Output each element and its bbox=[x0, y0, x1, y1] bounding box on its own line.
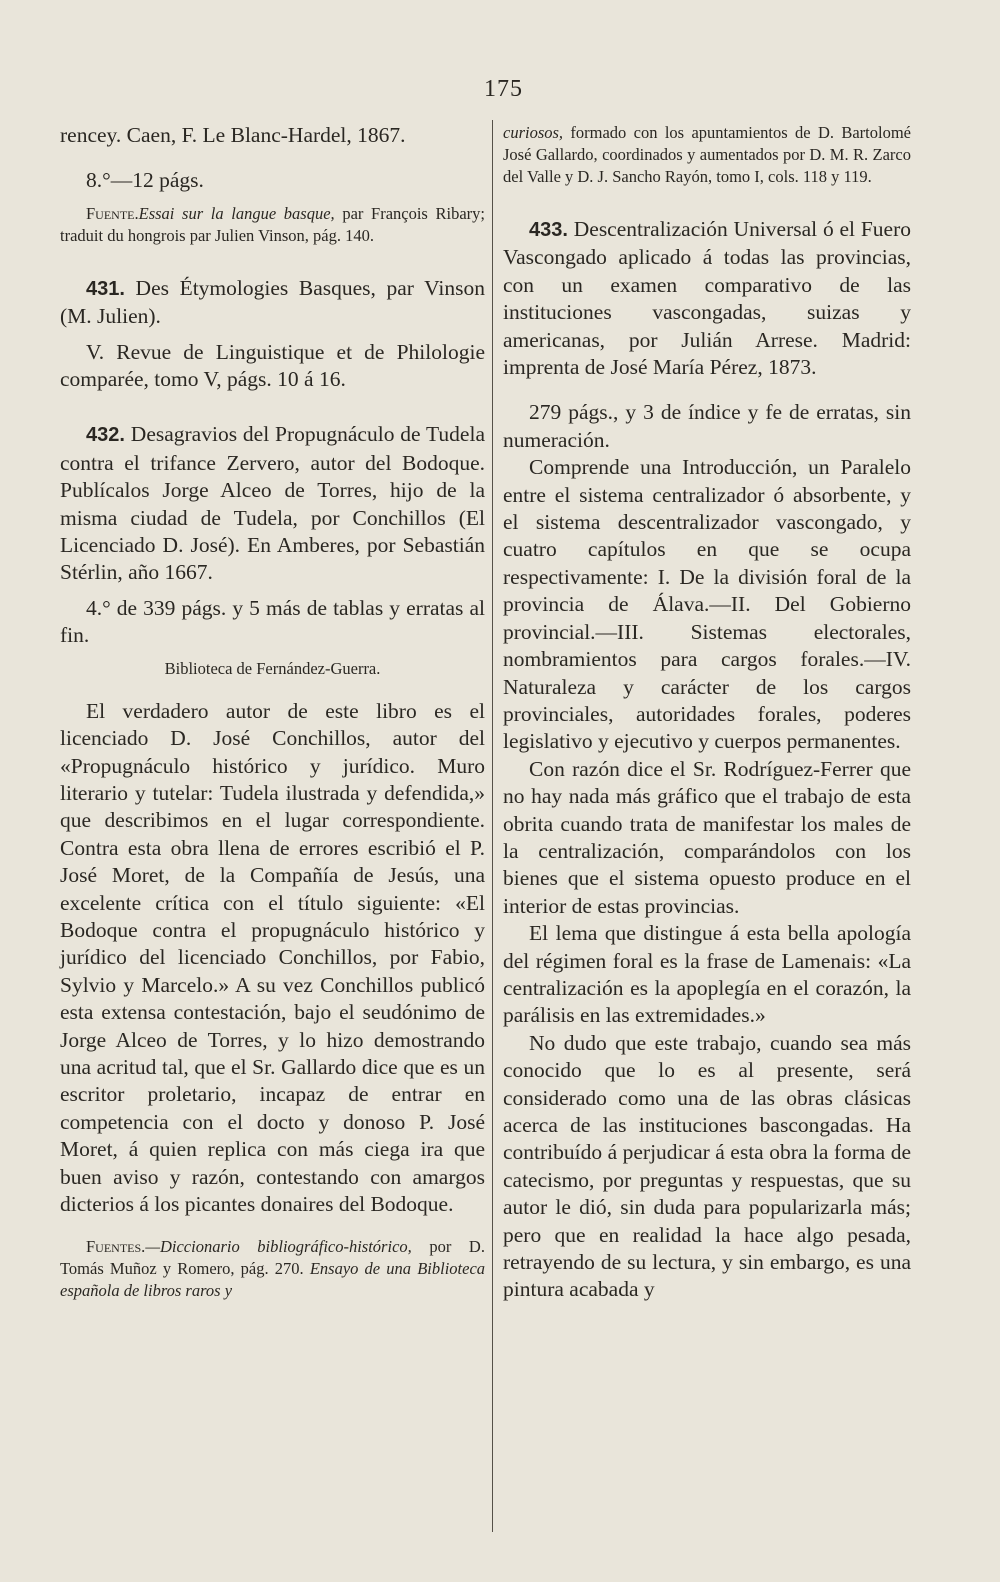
sources-label: Fuentes. bbox=[86, 1237, 146, 1257]
entry-431-title: Des Étymologies Basques, par Vinson (M. Julien). bbox=[60, 275, 485, 329]
column-divider bbox=[492, 120, 493, 1532]
entry-432-number: 432. bbox=[86, 424, 125, 447]
fragment-format: 8.°—12 págs. bbox=[86, 168, 204, 193]
entry-432-heading bbox=[60, 421, 485, 586]
entry-432-library: Biblioteca de Fernández-Guerra. bbox=[164, 658, 381, 678]
sources-mid: por D. Tomás Muñoz y Romero, pág. 270. bbox=[60, 1237, 485, 1279]
entry-433-paragraph-4: No dudo que este trabajo, cuando sea más conocido que lo es al presente, será considerado como una de las obras clásicas acerca de las instituciones bascongadas. Ha contribuído á perjudicar á esta obra la forma de catecismo, por preguntas y respuestas, que su autor le dió, sin duda para popularizarla más; pero que en realidad la hace algo pesada, retrayendo de su lectura, y sin embargo, es una pintura acabada y bbox=[503, 1030, 911, 1302]
continued-rest: formado con los apuntamientos de D. Bartolomé José Gallardo, coordinados y aumentados por D. M. R. Zarco del Valle y D. J. Sancho Rayón, tomo I, cols. 118 y 119. bbox=[503, 123, 911, 186]
right-column bbox=[503, 122, 911, 1304]
fragment-source bbox=[60, 203, 485, 247]
source-rest: par François Ribary; traduit du hongrois par Julien Vinson, pág. 140. bbox=[60, 203, 485, 245]
left-column bbox=[60, 122, 485, 1302]
entry-431-number: 431. bbox=[86, 277, 125, 300]
entry-433-heading bbox=[503, 216, 911, 381]
entry-431-heading bbox=[60, 275, 485, 331]
entry-432-title: Desagravios del Propugnáculo de Tudela contra el trifance Zervero, autor del Bodoque. Publícalos Jorge Alceo de Torres, hijo de la misma ciudad de Tudela, por Conchillos (El Licenciado D. José). En Amberes, por Sebastián Stérlin, año 1667. bbox=[60, 422, 485, 585]
entry-432-sources bbox=[60, 1236, 485, 1302]
entry-433-format: 279 págs., y 3 de índice y fe de erratas, sin numeración. bbox=[503, 400, 911, 452]
continued-sources bbox=[503, 122, 911, 188]
entry-433-paragraph-1: Comprende una Introducción, un Paralelo entre el sistema centralizador ó absorbente, y el sistema descentralizador vascongado, y cuatro capítulos en que se ocupa respectivamente: I. De la división foral de la provincia de Álava.—II. Del Gobierno provincial.—III. Sistemas electorales, nombramientos para cargos forales.—IV. Naturaleza y carácter de los cargos provinciales, autoridades forales, poderes legislativo y ejecutivo y cuerpos permanentes. bbox=[503, 455, 911, 754]
source-title: Essai sur la langue basque, bbox=[138, 203, 335, 223]
entry-433-paragraph-3: El lema que distingue á esta bella apología del régimen foral es la frase de Lamenais: «La centralización es la apoplegía en el corazón, la parálisis en las extremidades.» bbox=[503, 921, 911, 1028]
sources-title-1: —Diccionario bibliográfico-histórico, bbox=[145, 1237, 412, 1257]
entry-433-number: 433. bbox=[529, 219, 568, 241]
sources-title-2: Ensayo de una Biblioteca española de libros raros y bbox=[60, 1259, 486, 1301]
page-number: 175 bbox=[484, 76, 523, 102]
entry-433-paragraph-2: Con razón dice el Sr. Rodríguez-Ferrer que no hay nada más gráfico que el trabajo de esta obrita cuando trata de manifestar los males de la centralización, comparándolos con los bienes que el sistema opuesto produce en el interior de estas provincias. bbox=[503, 756, 911, 918]
fragment-title: rencey. Caen, F. Le Blanc-Hardel, 1867. bbox=[60, 123, 406, 147]
entry-432-body: El verdadero autor de este libro es el licenciado D. José Conchillos, autor del «Propugnáculo histórico y jurídico. Muro literario y tutelar: Tudela ilustrada y defendida,» que describimos en el lugar correspondiente. Contra esta obra llena de errores escribió el P. José Moret, de la Compañía de Jesús, una excelente crítica con el título siguiente: «El Bodoque contra el propugnáculo histórico y jurídico del licenciado Conchillos, por Fabio, Sylvio y Marcelo.» A su vez Conchillos publicó esta extensa contestación, bajo el seudónimo de Jorge Alceo de Torres, y lo hizo demostrando una acritud tal, que el Sr. Gallardo dice que es un escritor proletario, incapaz de entrar en competencia con el docto y donoso P. José Moret, á quien replica con más ciega ira que buen aviso y razón, contestando con amargos dicterios á los picantes donaires del Bodoque. bbox=[60, 698, 485, 1216]
source-label: Fuente. bbox=[86, 203, 139, 223]
entry-432-format: 4.° de 339 págs. y 5 más de tablas y erratas al fin. bbox=[60, 595, 485, 648]
continued-italic: curiosos, bbox=[503, 123, 564, 142]
entry-433-title: Descentralización Universal ó el Fuero Vascongado aplicado á todas las provincias, con un examen comparativo de las instituciones vascongadas, suizas y americanas, por Julián Arrese. Madrid: imprenta de José María Pérez, 1873. bbox=[503, 217, 911, 380]
entry-431-note: V. Revue de Linguistique et de Philologie comparée, tomo V, págs. 10 á 16. bbox=[60, 339, 485, 392]
